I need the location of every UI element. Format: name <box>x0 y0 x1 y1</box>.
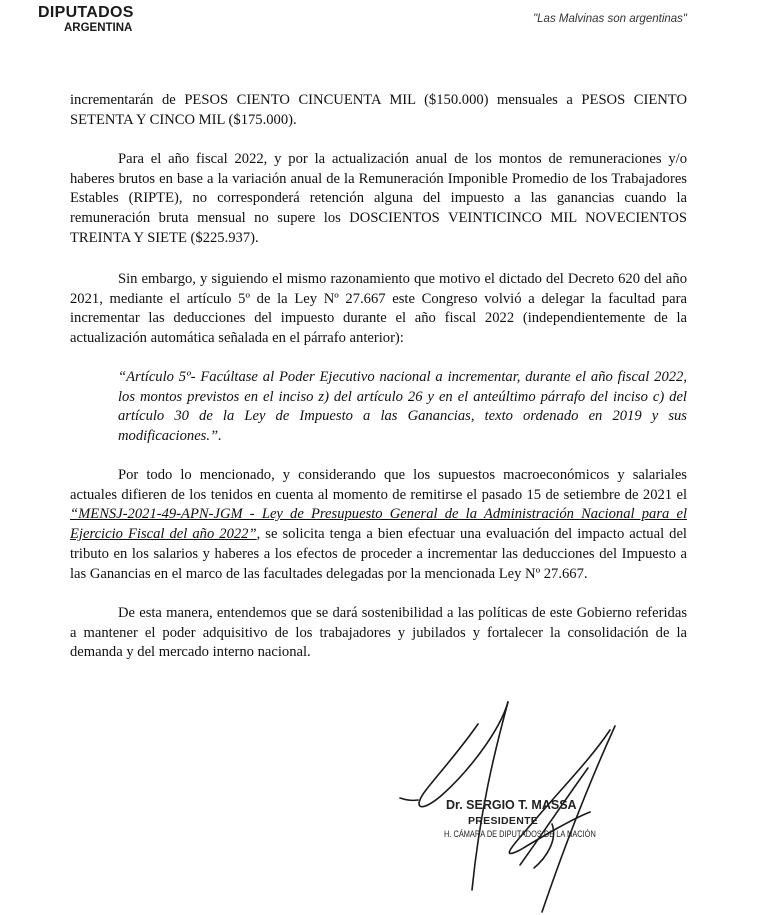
signatory-name: Dr. SERGIO T. MASSA <box>446 798 577 812</box>
signatory-role: PRESIDENTE <box>468 815 539 827</box>
org-name: DIPUTADOS <box>38 4 134 21</box>
paragraph-4-start: Por todo lo mencionado, y considerando que los supuestos macroeconómicos y salariales actuales difieren de los tenidos en cuenta al momento de remitirse el pasado 15 de setiembre de 2021 el <box>70 467 687 503</box>
budget-message-reference: “MENSJ-2021-49-APN-JGM - Ley de Presupuesto General de la Administración Nacional para el Ejercicio Fiscal del año 2022” <box>70 506 687 543</box>
paragraph-4 <box>70 466 687 584</box>
paragraph-2: Para el año fiscal 2022, y por la actualización anual de los montos de remuneraciones y/o haberes brutos en base a la variación anual de la Remuneración Imponible Promedio de los Trabajadores Estables (RIPTE), no corresponderá retención alguna del impuesto a las ganancias cuando la remuneración bruta mensual no supere los DOSCIENTOS VEINTICINCO MIL NOVECIENTOS TREINTA Y SIETE ($225.937). <box>70 151 687 246</box>
slogan: "Las Malvinas son argentinas" <box>533 13 687 25</box>
paragraph-4-end: , se solicita tenga a bien efectuar una evaluación del impacto actual del tributo en los salarios y haberes a los efectos de proceder a incrementar las deducciones del Impuesto a las Ganancias en el marco de las facultades delegadas por la mencionada Ley Nº 27.667. <box>70 526 687 582</box>
paragraph-3: Sin embargo, y siguiendo el mismo razonamiento que motivo el dictado del Decreto 620 del año 2021, mediante el artículo 5º de la Ley Nº 27.667 este Congreso volvió a delegar la facultad para incrementar las deducciones del impuesto durante el año fiscal 2022 (independientemente de la actualización automática señalada en el párrafo anterior): <box>70 271 687 347</box>
paragraph-5: De esta manera, entendemos que se dará sostenibilidad a las políticas de este Gobierno referidas a mantener el poder adquisitivo de los trabajadores y jubilados y fortalecer la consolidación de la demanda y del mercado interno nacional. <box>70 605 687 661</box>
quoted-article: “Artículo 5º- Facúltase al Poder Ejecutivo nacional a incrementar, durante el año fiscal 2022, los montos previstos en el inciso z) del artículo 26 y en el anteúltimo párrafo del inciso c) del artículo 30 de la Ley de Impuesto a las Ganancias, texto ordenado en 2019 y sus modificaciones.”. <box>118 369 687 445</box>
signatory-institution: H. CÁMARA DE DIPUTADOS DE LA NACIÓN <box>444 829 596 840</box>
paragraph-1: incrementarán de PESOS CIENTO CINCUENTA MIL ($150.000) mensuales a PESOS CIENTO SETENTA Y CINCO MIL ($175.000). <box>70 92 687 128</box>
letterhead <box>38 4 134 35</box>
org-country: ARGENTINA <box>64 22 133 34</box>
